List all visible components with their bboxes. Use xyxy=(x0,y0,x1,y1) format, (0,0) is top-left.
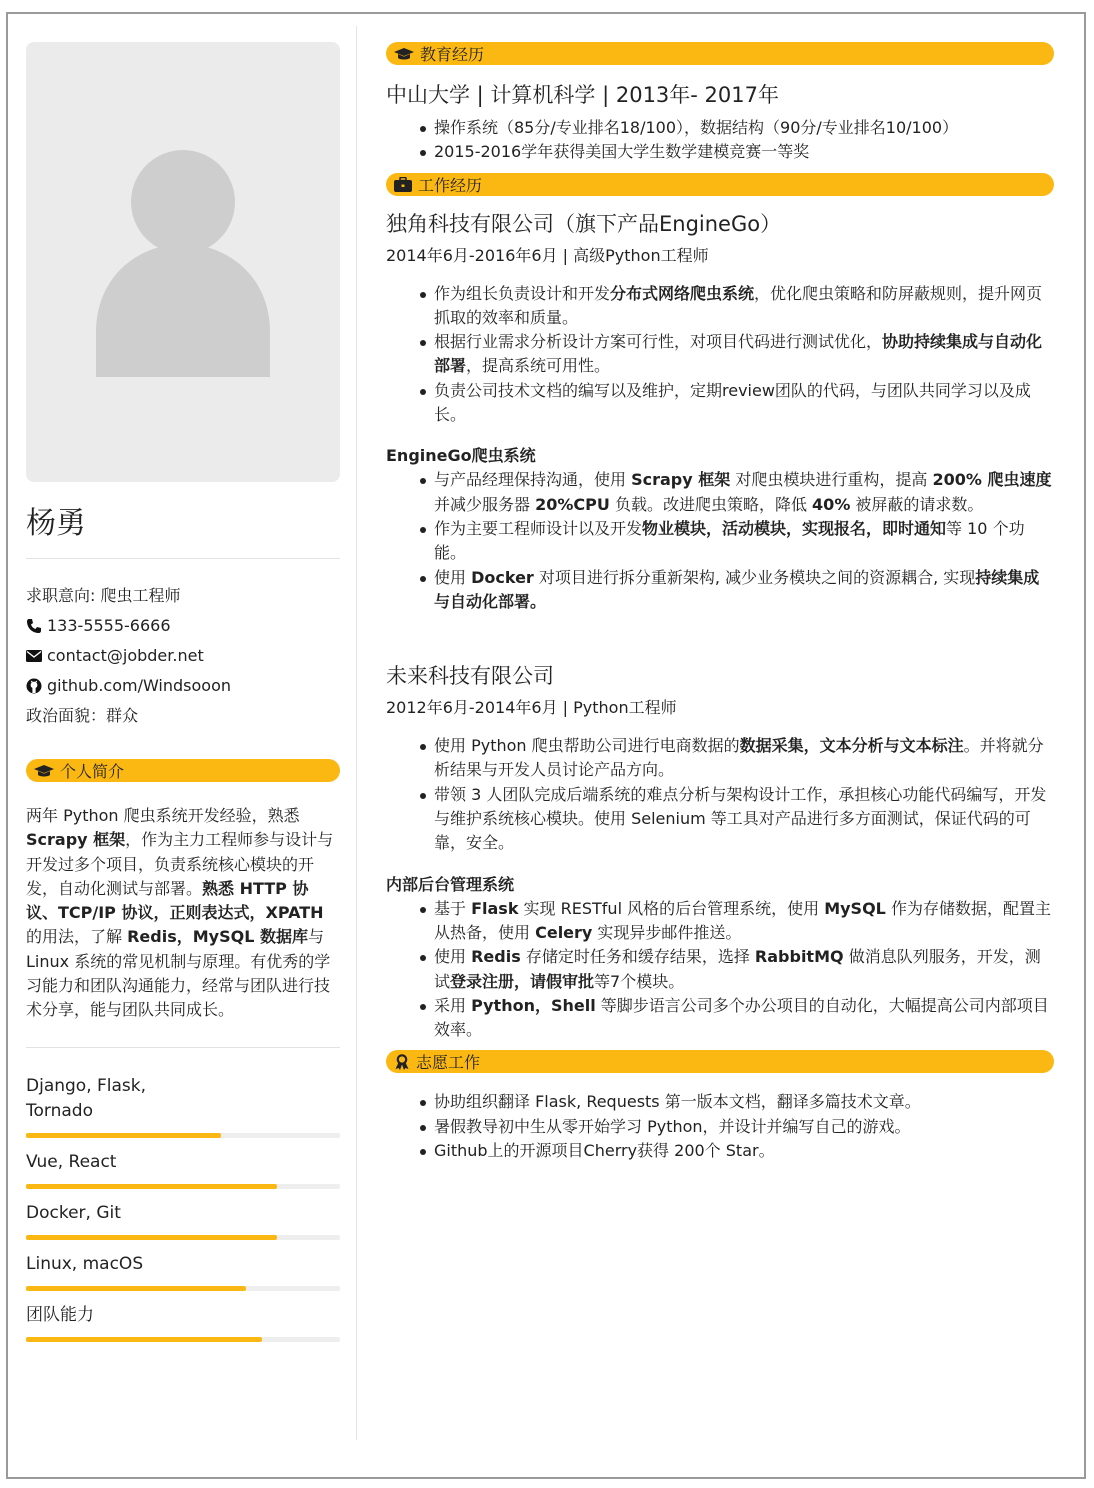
text: 基于 xyxy=(434,898,472,918)
politics-row: 政治面貌：群众 xyxy=(26,706,139,725)
skill-bar-fill xyxy=(26,1235,277,1240)
skill-label: 团队能力 xyxy=(26,1304,94,1325)
project-name: EngineGo爬虫系统 xyxy=(386,446,536,466)
bold-text: 20%CPU xyxy=(535,494,610,514)
skill-bar xyxy=(26,1184,340,1189)
text: 与 Linux 系统的常见机制与原理。有优秀的学习能力和团队沟通能力，经常与团队进行技术分享，能与团队共同成长。 xyxy=(26,927,331,1020)
text: 作为存储数据，配置主从热备，使用 xyxy=(434,898,1051,942)
bold-text: Scrapy 框架 xyxy=(631,470,731,490)
divider xyxy=(26,1047,340,1048)
skill-item xyxy=(26,1201,340,1240)
text: 实现异步邮件推送。 xyxy=(592,922,742,942)
skill-bar-fill xyxy=(26,1133,221,1138)
text: 等7个模块。 xyxy=(594,971,685,991)
text: 采用 xyxy=(434,995,472,1015)
bold-text: MySQL xyxy=(824,898,886,918)
bold-text: Redis，MySQL 数据库 xyxy=(127,927,308,947)
list-item xyxy=(386,734,1054,783)
text: ，提高系统可用性。 xyxy=(466,356,611,376)
bold-text: 登录注册，请假审批 xyxy=(450,971,595,991)
intro-text xyxy=(26,804,340,1023)
bold-text: RabbitMQ xyxy=(754,947,844,967)
job-entry xyxy=(386,660,1054,1042)
education-section xyxy=(386,42,1054,165)
text: ，优化爬虫策略和防屏蔽规则，提升网页抓取的效率和质量。 xyxy=(434,283,1043,327)
text: 带领 3 人团队完成后端系统的难点分析与架构设计工作，承担核心功能代码编写，开发与维护系统核心模块。使用 Selenium 等工具对产品进行多方面测试，保证代码的可靠，安全。 xyxy=(434,784,1047,853)
text: 被屏蔽的请求数。 xyxy=(850,494,984,514)
school-line: 中山大学 | 计算机科学 | 2013年- 2017年 xyxy=(386,83,779,107)
skill-label: Django, Flask, Tornado xyxy=(26,1075,147,1121)
email-link[interactable]: contact@jobder.net xyxy=(47,646,204,665)
bold-text: 协助持续集成与自动化部署 xyxy=(434,332,1043,376)
text: 等脚步语言公司多个办公项目的自动化，大幅提高公司内部项目效率。 xyxy=(434,995,1049,1040)
email-row xyxy=(26,641,340,671)
envelope-icon xyxy=(26,649,42,663)
list-item xyxy=(386,566,1054,615)
column-divider xyxy=(356,26,357,1440)
contact-info xyxy=(26,581,340,731)
bold-text: 40% xyxy=(812,494,851,514)
bold-text: Celery xyxy=(535,922,593,942)
skills-list xyxy=(26,1074,340,1342)
github-icon xyxy=(26,678,42,694)
job-intent: 求职意向: 爬虫工程师 xyxy=(26,586,181,605)
text: 作为组长负责设计和开发 xyxy=(434,283,611,303)
candidate-name: 杨勇 xyxy=(26,506,86,541)
phone-row xyxy=(26,611,340,641)
bold-text: 持续集成与自动化部署。 xyxy=(434,567,1040,611)
volunteer-header: 志愿工作 xyxy=(386,1050,1054,1073)
list-item xyxy=(386,468,1054,517)
person-silhouette-icon xyxy=(26,42,340,482)
list-item xyxy=(386,994,1054,1043)
text: 使用 xyxy=(434,567,472,587)
list-item xyxy=(386,945,1054,994)
bold-text: 数据采集，文本分析与文本标注 xyxy=(739,736,964,756)
list-item xyxy=(386,897,1054,946)
divider xyxy=(26,558,340,559)
list-item: 2015-2016学年获得美国大学生数学建模竞赛一等奖 xyxy=(386,140,1054,164)
work-header: 工作经历 xyxy=(386,173,1054,196)
skill-bar-fill xyxy=(26,1337,262,1342)
bold-text: 分布式网络爬虫系统 xyxy=(610,283,755,303)
job-duties xyxy=(386,734,1054,855)
skill-bar-fill xyxy=(26,1184,277,1189)
list-item: 协助组织翻译 Flask, Requests 第一版本文档，翻译多篇技术文章。 xyxy=(386,1090,1054,1114)
main-content xyxy=(386,42,1054,1163)
work-section xyxy=(386,173,1054,1043)
volunteer-section xyxy=(386,1050,1054,1163)
skill-bar xyxy=(26,1235,340,1240)
text: 。并将就分析结果与开发人员讨论产品方向。 xyxy=(434,736,1044,780)
intro-header: 个人简介 xyxy=(26,759,340,782)
list-item: 操作系统（85分/专业排名18/100），数据结构（90分/专业排名10/100） xyxy=(386,116,1054,140)
text: 使用 Python 爬虫帮助公司进行电商数据的 xyxy=(434,736,740,756)
bold-text: 熟悉 HTTP 协议、TCP/IP 协议，正则表达式，XPATH xyxy=(26,878,324,923)
skill-label: Linux, macOS xyxy=(26,1253,144,1274)
text: 两年 Python 爬虫系统开发经验，熟悉 xyxy=(26,806,300,825)
job-meta: 2014年6月-2016年6月 | 高级Python工程师 xyxy=(386,245,709,265)
phone-number[interactable]: 133-5555-6666 xyxy=(47,616,171,635)
skill-item xyxy=(26,1252,340,1291)
project-details xyxy=(386,897,1054,1043)
sidebar xyxy=(26,42,340,1354)
text: 的用法，了解 xyxy=(26,927,128,947)
text: 负责公司技术文档的编写以及维护，定期review团队的代码，与团队共同学习以及成长。 xyxy=(434,380,1031,425)
list-item xyxy=(386,330,1054,379)
project-name: 内部后台管理系统 xyxy=(386,874,515,894)
text: 与产品经理保持沟通，使用 xyxy=(434,470,632,490)
education-header: 教育经历 xyxy=(386,42,1054,65)
text: ，作为主力工程师参与设计与开发过多个项目，负责系统核心模块的开发，自动化测试与部署。 xyxy=(26,830,334,898)
text: 对项目进行拆分重新架构, 减少业务模块之间的资源耦合, 实现 xyxy=(533,567,976,587)
list-item xyxy=(386,379,1054,428)
skill-bar-fill xyxy=(26,1286,246,1291)
volunteer-details xyxy=(386,1090,1054,1163)
project-details xyxy=(386,468,1054,614)
briefcase-icon xyxy=(394,177,412,192)
skill-bar xyxy=(26,1133,340,1138)
bold-text: 物业模块，活动模块，实现报名，即时通知 xyxy=(642,518,947,538)
list-item xyxy=(386,783,1054,856)
company-name: 独角科技有限公司（旗下产品EngineGo） xyxy=(386,211,782,236)
text: 并减少服务器 xyxy=(434,494,536,514)
graduation-cap-icon xyxy=(34,764,54,778)
text: 使用 xyxy=(434,947,472,967)
text: 根据行业需求分析设计方案可行性，对项目代码进行测试优化， xyxy=(434,332,883,352)
text: 作为主要工程师设计以及开发 xyxy=(434,518,643,538)
github-link[interactable]: github.com/Windsooon xyxy=(47,676,232,695)
bold-text: Python，Shell xyxy=(471,995,596,1015)
bold-text: 200% 爬虫速度 xyxy=(932,470,1052,490)
skill-item xyxy=(26,1303,340,1342)
bold-text: Redis xyxy=(471,947,521,967)
education-details xyxy=(386,116,1054,165)
bold-text: Flask xyxy=(471,898,519,918)
skill-label: Vue, React xyxy=(26,1151,117,1172)
skill-label: Docker, Git xyxy=(26,1202,121,1223)
skill-item xyxy=(26,1074,340,1138)
text: 负载。改进爬虫策略，降低 xyxy=(609,494,813,514)
text: 存储定时任务和缓存结果，选择 xyxy=(520,947,755,967)
phone-icon xyxy=(26,618,42,634)
graduation-cap-icon xyxy=(394,47,414,61)
company-name: 未来科技有限公司 xyxy=(386,664,554,689)
bold-text: Docker xyxy=(471,567,534,587)
list-item xyxy=(386,517,1054,566)
text: 做消息队列服务，开发，测试 xyxy=(434,947,1041,991)
list-item xyxy=(386,282,1054,331)
job-duties xyxy=(386,282,1054,428)
text: 实现 RESTful 风格的后台管理系统，使用 xyxy=(518,898,825,918)
github-row xyxy=(26,671,340,701)
bold-text: Scrapy 框架 xyxy=(26,830,126,850)
skill-item xyxy=(26,1150,340,1189)
text: 对爬虫模块进行重构，提高 xyxy=(730,470,933,490)
job-entry xyxy=(386,208,1054,615)
job-meta: 2012年6月-2014年6月 | Python工程师 xyxy=(386,698,677,718)
ribbon-icon xyxy=(394,1054,410,1070)
intro-section xyxy=(26,759,340,1023)
list-item: Github上的开源项目Cherry获得 200个 Star。 xyxy=(386,1139,1054,1163)
avatar-placeholder xyxy=(26,42,340,482)
skill-bar xyxy=(26,1337,340,1342)
skill-bar xyxy=(26,1286,340,1291)
text: 等 10 个功能。 xyxy=(434,518,1025,563)
list-item: 暑假教导初中生从零开始学习 Python，并设计并编写自己的游戏。 xyxy=(386,1115,1054,1139)
